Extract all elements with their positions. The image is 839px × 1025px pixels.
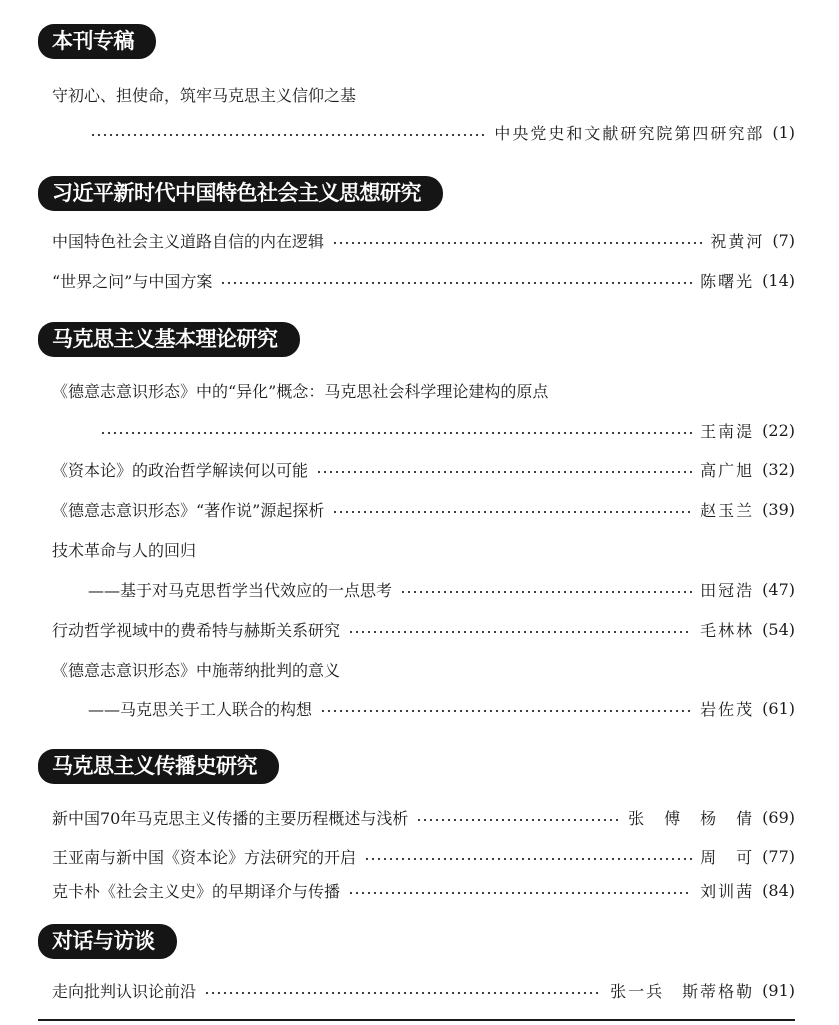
toc-entry-title: 走向批判认识论前沿	[52, 981, 197, 1001]
section-header: 习近平新时代中国特色社会主义思想研究	[38, 176, 443, 211]
leader-dots	[400, 590, 692, 594]
leader-dots	[316, 470, 692, 474]
toc-entry-author: 中央党史和文献研究院第四研究部	[494, 123, 765, 143]
leader-dots	[220, 281, 692, 285]
toc-entry-subtitle: ——基于对马克思哲学当代效应的一点思考	[88, 580, 393, 600]
toc-entry-page: (54)	[762, 619, 795, 639]
toc-entry-page: (91)	[762, 980, 795, 1000]
toc-entry-title: 《德意志意识形态》中的“异化”概念：马克思社会科学理论建构的原点	[52, 381, 549, 401]
toc-entry[interactable]	[52, 976, 795, 1004]
leader-dots	[100, 431, 692, 435]
toc-entry-page: (47)	[762, 579, 795, 599]
leader-dots	[332, 510, 692, 514]
leader-dots	[90, 133, 486, 137]
toc-entry[interactable]	[100, 416, 795, 444]
toc-entry-author: 陈曙光	[700, 271, 755, 291]
toc-entry[interactable]	[52, 803, 795, 831]
toc-entry[interactable]	[88, 694, 795, 722]
toc-entry-author: 田冠浩	[700, 580, 755, 600]
toc-entry-author: 张一兵 斯蒂格勒	[610, 981, 755, 1001]
toc-entry-page: (1)	[772, 122, 795, 142]
toc-entry-author: 高广旭	[700, 460, 755, 480]
toc-entry-author: 毛林林	[700, 620, 755, 640]
toc-entry-author: 岩佐茂	[700, 699, 755, 719]
toc-entry[interactable]	[52, 842, 795, 870]
toc-entry-subtitle: ——马克思关于工人联合的构想	[88, 699, 313, 719]
toc-entry[interactable]	[52, 495, 795, 523]
toc-entry-title: “世界之问”与中国方案	[52, 271, 213, 291]
toc-entry-author: 周 可	[700, 847, 755, 867]
toc-entry-page: (32)	[762, 459, 795, 479]
toc-entry-page: (7)	[772, 230, 795, 250]
toc-entry[interactable]	[52, 615, 795, 643]
toc-entry-author: 刘训茜	[700, 881, 755, 901]
toc-entry-title: 中国特色社会主义道路自信的内在逻辑	[52, 231, 325, 251]
toc-entry-title: 《德意志意识形态》中施蒂纳批判的意义	[52, 660, 341, 680]
toc-entry-author: 王南湜	[700, 421, 755, 441]
toc-entry[interactable]	[52, 455, 795, 483]
leader-dots	[320, 709, 692, 713]
toc-entry-title: 行动哲学视域中的费希特与赫斯关系研究	[52, 620, 341, 640]
leader-dots	[364, 857, 692, 861]
toc-entry-page: (61)	[762, 698, 795, 718]
section-header: 马克思主义基本理论研究	[38, 322, 300, 357]
leader-dots	[204, 991, 602, 995]
toc-entry-title: 克卡朴《社会主义史》的早期译介与传播	[52, 881, 341, 901]
toc-entry-title: 守初心、担使命，筑牢马克思主义信仰之基	[52, 85, 357, 105]
toc-entry-page: (14)	[762, 270, 795, 290]
section-header: 本刊专稿	[38, 24, 156, 59]
leader-dots	[416, 818, 620, 822]
toc-entry[interactable]	[52, 266, 795, 294]
toc-entry-author: 祝黄河	[710, 231, 765, 251]
leader-dots	[348, 891, 692, 895]
toc-entry-title: 《德意志意识形态》“著作说”源起探析	[52, 500, 325, 520]
leader-dots	[348, 630, 692, 634]
toc-entry-title: 技术革命与人的回归	[52, 540, 197, 560]
toc-entry-author: 张 傅 杨 倩	[628, 808, 755, 828]
toc-entry-author: 赵玉兰	[700, 500, 755, 520]
toc-entry-page: (84)	[762, 880, 795, 900]
toc-entry[interactable]	[52, 226, 795, 254]
toc-entry-page: (22)	[762, 420, 795, 440]
section-header: 对话与访谈	[38, 924, 177, 959]
section-header: 马克思主义传播史研究	[38, 749, 279, 784]
toc-entry-page: (39)	[762, 499, 795, 519]
toc-entry[interactable]	[90, 118, 795, 146]
toc-entry-title: 王亚南与新中国《资本论》方法研究的开启	[52, 847, 357, 867]
bottom-rule	[38, 1019, 795, 1021]
toc-entry-title: 新中国70年马克思主义传播的主要历程概述与浅析	[52, 808, 409, 828]
leader-dots	[332, 241, 702, 245]
toc-entry-page: (77)	[762, 846, 795, 866]
toc-entry-page: (69)	[762, 807, 795, 827]
toc-entry[interactable]	[88, 575, 795, 603]
toc-entry-title: 《资本论》的政治哲学解读何以可能	[52, 460, 309, 480]
toc-entry[interactable]	[52, 876, 795, 904]
